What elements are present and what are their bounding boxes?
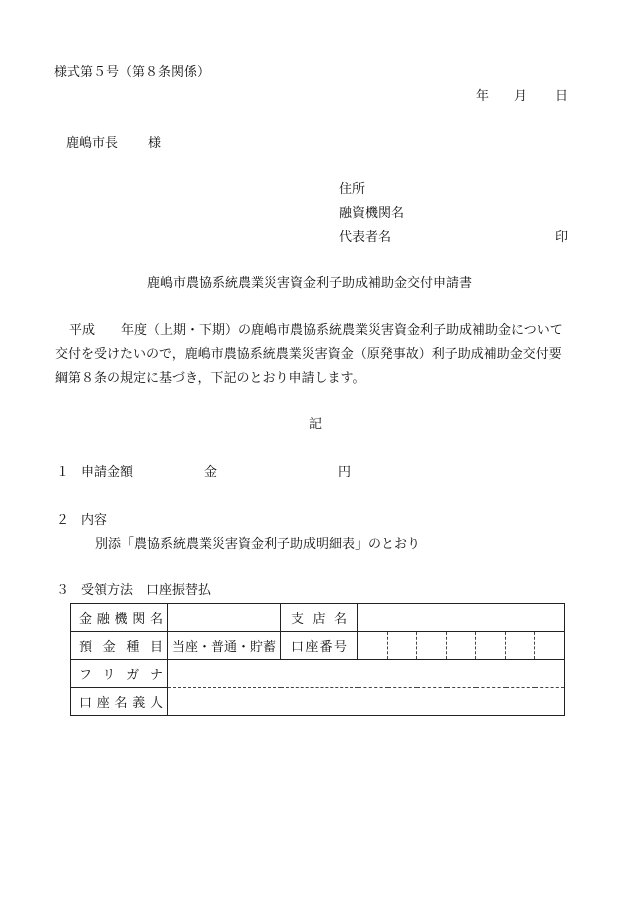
account-digit-7[interactable]: [535, 632, 565, 660]
date-day: 日: [555, 89, 569, 104]
furigana-input[interactable]: [168, 660, 565, 688]
institution-label: 金融機関名: [79, 612, 163, 627]
deposit-type-label: 預金種目: [79, 640, 163, 655]
account-digit-6[interactable]: [506, 632, 535, 660]
item-2-label: 内容: [81, 513, 108, 528]
date-year: 年: [476, 89, 490, 104]
ki-heading: 記: [309, 417, 323, 432]
holder-label: 口座名義人: [79, 696, 163, 711]
account-digit-1[interactable]: [358, 632, 388, 660]
account-digit-2[interactable]: [388, 632, 417, 660]
applicant-address-label: 住所: [339, 182, 366, 197]
body-line-2: 交付を受けたいので，鹿嶋市農協系統農業災害資金（原発事故）利子助成補助金交付要: [55, 347, 562, 362]
holder-input[interactable]: [168, 688, 565, 716]
furigana-row: [71, 660, 565, 688]
body-line-3: 綱第８条の規定に基づき，下記のとおり申請します。: [55, 371, 366, 386]
account-number-label: 口座番号: [291, 640, 347, 655]
deposit-type-options[interactable]: 当座・普通・貯蓄: [168, 632, 281, 660]
seal-mark: 印: [555, 230, 569, 245]
branch-label: 支店名: [291, 612, 347, 627]
bank-account-table: [70, 603, 565, 716]
item-2-number: ２: [56, 513, 70, 528]
addressee-honorific: 様: [148, 136, 162, 151]
body-line-1: 平成 年度（上期・下期）の鹿嶋市農協系統農業災害資金利子助成補助金について: [69, 323, 563, 338]
furigana-label: フリガナ: [79, 668, 163, 683]
account-digit-3[interactable]: [417, 632, 447, 660]
holder-row: [71, 688, 565, 716]
deposit-row: [71, 632, 565, 660]
branch-input[interactable]: [358, 604, 565, 632]
item-2-text: 別添「農協系統農業災害資金利子助成明細表」のとおり: [95, 537, 421, 552]
item-1-yen: 円: [338, 465, 352, 480]
account-digit-5[interactable]: [476, 632, 506, 660]
form-id: 様式第５号（第８条関係）: [54, 65, 211, 80]
item-1-kin: 金: [204, 465, 218, 480]
item-1-label: 申請金額: [81, 465, 134, 480]
item-1-number: １: [56, 465, 70, 480]
document-title: 鹿嶋市農協系統農業災害資金利子助成補助金交付申請書: [147, 276, 473, 291]
applicant-institution-label: 融資機関名: [339, 206, 405, 221]
addressee-name: 鹿嶋市長: [66, 136, 119, 151]
item-3-number: ３: [56, 583, 70, 598]
applicant-rep-label: 代表者名: [339, 230, 392, 245]
institution-input[interactable]: [168, 604, 281, 632]
institution-row: [71, 604, 565, 632]
item-3-label: 受領方法 口座振替払: [81, 583, 212, 598]
date-month: 月: [514, 89, 528, 104]
account-digit-4[interactable]: [447, 632, 476, 660]
